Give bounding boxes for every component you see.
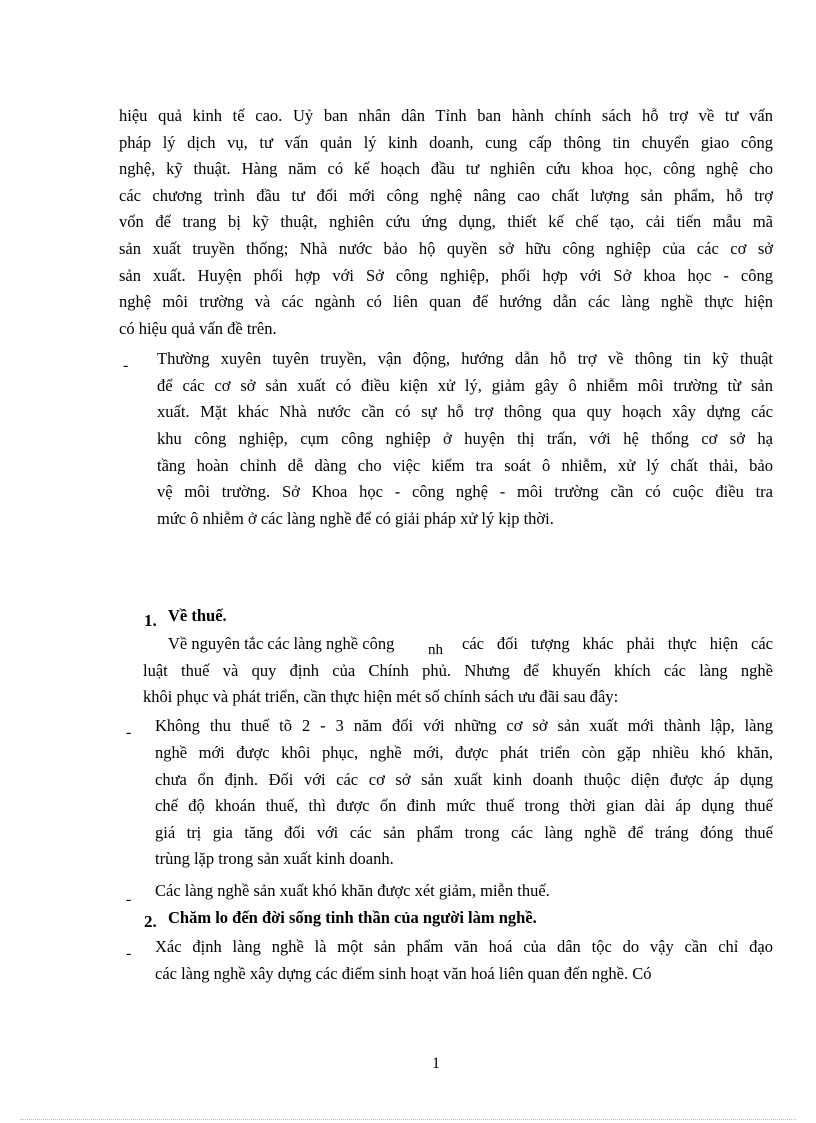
paragraph-line: nghệ, kỹ thuật. Hàng năm có kế hoạch đầu tư nghiên cứu khoa học, công nghệ cho — [119, 159, 773, 178]
list-item-line: các làng nghề xây dựng các điểm sinh hoạt văn hoá liên quan đến nghề. Có — [155, 964, 652, 983]
list-item-line: vệ môi trường. Sở Khoa học - công nghệ - môi trường cần có cuộc điều tra — [157, 482, 773, 501]
page-separator — [20, 1119, 796, 1120]
section-title: Về thuế. — [168, 606, 227, 625]
paragraph-line: các đối tượng khác phải thực hiện các — [462, 634, 773, 653]
section-number: 2. — [144, 912, 157, 931]
section-title: Chăm lo đến đời sống tinh thần của người làm nghề. — [168, 908, 537, 927]
list-item-line: nghề mới được khôi phục, nghề mới, được phát triển còn gặp nhiều khó khăn, — [155, 743, 773, 762]
paragraph-line: vốn để trang bị kỹ thuật, nghiên cứu ứng dụng, thiết kế chế tạo, cải tiến mẫu mã — [119, 212, 773, 231]
list-item-line: Không thu thuế tõ 2 - 3 năm đối với những cơ sở sản xuất mới thành lập, làng — [155, 716, 773, 735]
paragraph-line: có hiệu quả vấn đề trên. — [119, 319, 277, 338]
list-item-line: để các cơ sở sản xuất có điều kiện xử lý, giảm gây ô nhiễm môi trường từ sản — [157, 376, 773, 395]
list-item-line: tầng hoàn chỉnh dễ dàng cho việc kiểm tra soát ô nhiễm, xử lý chất thải, bảo — [157, 456, 773, 475]
list-item-line: chưa ổn định. Đối với các cơ sở sản xuất kinh doanh thuộc diện được áp dụng — [155, 770, 773, 789]
paragraph-line: hiệu quả kinh tế cao. Uỷ ban nhân dân Tỉnh ban hành chính sách hỗ trợ về tư vấn — [119, 106, 773, 125]
inline-fragment: nh — [428, 642, 443, 658]
list-item-line: mức ô nhiễm ở các làng nghề để có giải pháp xử lý kịp thời. — [157, 509, 554, 528]
paragraph-line: sản xuất. Huyện phối hợp với Sở công nghiệp, phối hợp với Sở khoa học - công — [119, 266, 773, 285]
bullet-marker: - — [126, 945, 132, 962]
list-item-line: Xác định làng nghề là một sản phẩm văn hoá của dân tộc do vậy cần chỉ đạo — [155, 937, 773, 956]
list-item-line: chế độ khoán thuế, thì được ổn đinh mức thuế trong thời gian dài áp dụng thuế — [155, 796, 773, 815]
bullet-marker: - — [123, 357, 129, 374]
list-item-line: Các làng nghề sản xuất khó khăn được xét giảm, miễn thuế. — [155, 881, 550, 900]
paragraph-line: Về nguyên tắc các làng nghề công — [168, 634, 395, 653]
paragraph-line: các chương trình đầu tư đổi mới công nghệ nâng cao chất lượng sản phẩm, hỗ trợ — [119, 186, 773, 205]
paragraph-line: nghệ môi trường và các ngành có liên quan để hướng dẫn các làng nghề thực hiện — [119, 292, 773, 311]
bullet-marker: - — [126, 724, 132, 741]
paragraph-line: khôi phục và phát triển, cần thực hiện mét số chính sách ưu đãi sau đây: — [143, 687, 619, 706]
paragraph-line: sản xuất truyền thống; Nhà nước bảo hộ quyền sở hữu công nghiệp của các cơ sở — [119, 239, 773, 258]
list-item-line: giá trị gia tăng đối với các sản phẩm trong các làng nghề để tráng đóng thuế — [155, 823, 773, 842]
section-number: 1. — [144, 611, 157, 630]
list-item-line: xuất. Mặt khác Nhà nước cần có sự hỗ trợ thông qua quy hoạch xây dựng các — [157, 402, 773, 421]
paragraph-line: luật thuế và quy định của Chính phủ. Nhưng để khuyến khích các làng nghề — [143, 661, 773, 680]
list-item-line: Thường xuyên tuyên truyền, vận động, hướng dẫn hỗ trợ về thông tin kỹ thuật — [157, 349, 773, 368]
list-item-line: khu công nghiệp, cụm công nghiệp ở huyện thị trấn, với hệ thống cơ sở hạ — [157, 429, 773, 448]
list-item-line: trùng lặp trong sản xuất kinh doanh. — [155, 849, 394, 868]
page-number: 1 — [432, 1055, 440, 1072]
bullet-marker: - — [126, 891, 132, 908]
paragraph-line: pháp lý dịch vụ, tư vấn quản lý kinh doanh, cung cấp thông tin chuyển giao công — [119, 133, 773, 152]
